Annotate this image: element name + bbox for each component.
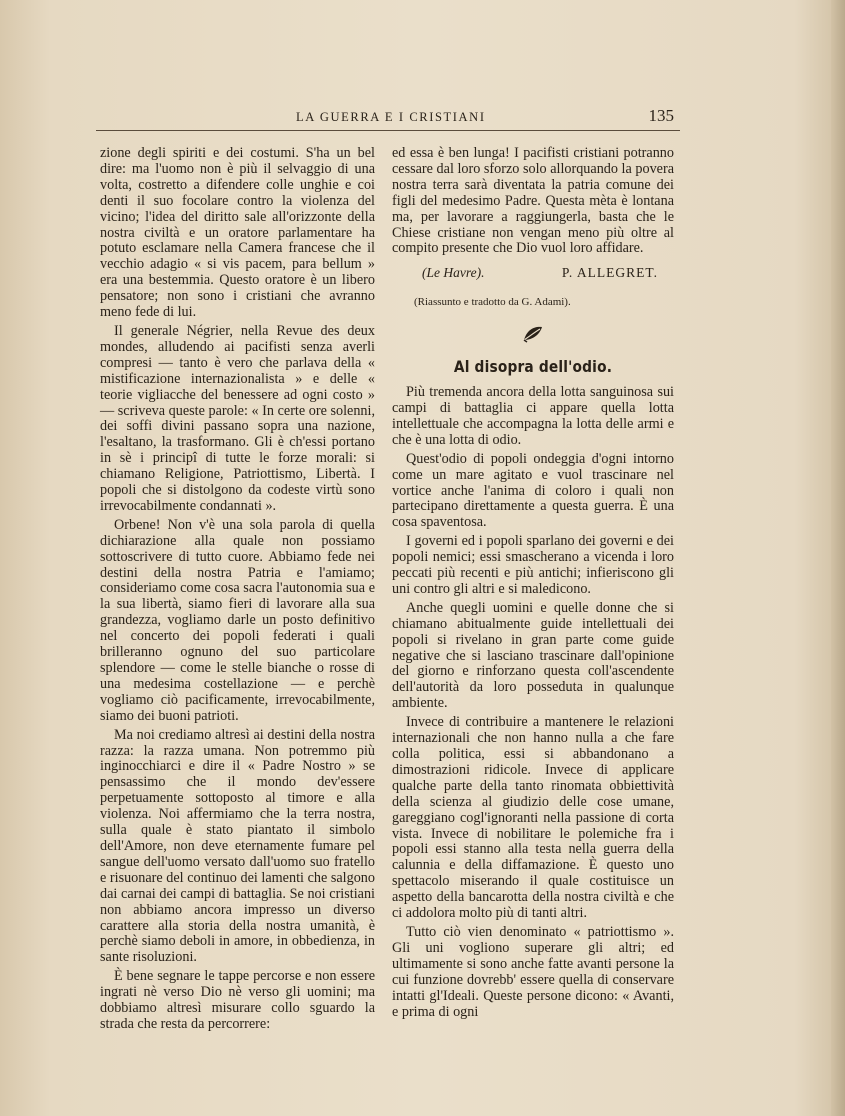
leaf-fleuron-icon <box>392 325 674 347</box>
signature-author: P. ALLEGRET. <box>561 265 658 281</box>
paragraph: Più tremenda ancora della lotta sanguinosa sui campi di battaglia ci appare quella lotta intellettuale che accompagna la lotta delle armi e che è una lotta di odio. <box>392 384 674 448</box>
paragraph: zione degli spiriti e dei costumi. S'ha un bel dire: ma l'uomo non è più il selvaggio di una volta, costretto a difendere colle unghie e coi denti il suo focolare contro la violenza del vicino; l'idea del diritto sale all'orizzonte della nostra civiltà e un oratore parlamentare ha potuto esclamare nella Camera francese che il vecchio adagio « si vis pacem, para bellum » era una bestemmia. Questo oratore è un libero pensatore; non sono i cristiani che avranno meno fede di lui. <box>100 145 375 321</box>
paragraph: ed essa è ben lunga! I pacifisti cristiani potranno cessare dal loro sforzo solo allorquando la povera nostra terra sarà diventata la patria comune dei figli del medesimo Padre. Questa mèta è lontana ma, per lavorare a raggiungerla, basta che le Chiese cristiane non vengan meno più oltre al compito presente che Dio vuol loro affidare. <box>392 145 674 257</box>
paragraph: Il generale Négrier, nella Revue des deux mondes, alludendo ai pacifisti senza averli compresi — tanto è vero che parlava della « mistificazione internazionalista » e delle « teorie vigliacche del benessere ad ogni costo » — scriveva queste parole: « In certe ore solenni, dei soffi divini passano sopra una nazione, l'esaltano, la trasformano. Gli è ch'essi portano in sè i principî di tutte le forze morali: si chiamano Religione, Patriottismo, Libertà. I popoli che si distolgono da codeste virtù sono irrevocabilmente condannati ». <box>100 322 375 514</box>
paragraph: Orbene! Non v'è una sola parola di quella dichiarazione alla quale non possiamo sottoscrivere di tutto cuore. Abbiamo fede nei destini della nostra Patria e l'amiamo; consideriamo come cosa sacra l'autonomia sua e la sua libertà, siamo fieri di lavorare alla sua grandezza, vogliamo darle un posto definitivo nel concerto dei popoli federati i quali brilleranno ognuno del suo particolare splendore — come le stelle bianche o rosse di una medesima costellazione — e perchè vogliamo ciò pacificamente, irrevocabilmente, siamo dei buoni patrioti. <box>100 516 375 724</box>
page-header <box>96 108 680 131</box>
paragraph: È bene segnare le tappe percorse e non essere ingrati nè verso Dio nè verso gli uomini; ma dobbiamo altresì misurare collo sguardo la strada che resta da percorrere: <box>100 968 375 1032</box>
paragraph: I governi ed i popoli sparlano dei governi e dei popoli nemici; essi smascherano a vicenda i loro peccati più recenti e più antichi; infieriscono gli uni contro gli altri e si maledicono. <box>392 533 674 597</box>
section-title: Al disopra dell'odio. <box>453 357 613 377</box>
right-column <box>392 146 674 1020</box>
paragraph: Invece di contribuire a mantenere le relazioni internazionali che non hanno nulla a che fare colla politica, essi si abbandonano a dimostrazioni ridicole. Invece di applicare qualche parte della tanto rinomata obbiettività della scienza al giudizio delle cose umane, gareggiano cogl'ignoranti nella passione di corta vista. Invece di nobilitare le polemiche fra i popoli essi stanno alla testa nella guerra della calunnia e della diffamazione. È questo uno spettacolo miserando il quale costituisce un aspetto della bancarotta della nostra civiltà e che ci addolora molto più di tanti altri. <box>392 714 674 922</box>
article-signature <box>392 265 674 281</box>
signature-place: (Le Havre). <box>422 265 485 281</box>
left-column <box>100 146 375 1033</box>
paragraph: Anche quegli uomini e quelle donne che si chiamano abitualmente guide intellettuali dei popoli si rivelano in gran parte come guide negative che si lasciano trascinare dall'opinione del giorno e rinforzano questa coll'ascendente dell'autorità da loro posseduta in qualunque ambiente. <box>392 599 674 712</box>
paragraph: Tutto ciò vien denominato « patriottismo ». Gli uni vogliono superare gli altri; ed ultimamente si sono anche fatte avanti persone la cui funzione dovrebb' essere quella di conservare intatti gl'Ideali. Queste persone dicono: « Avanti, e prima di ogni <box>392 923 674 1020</box>
page-edge <box>831 0 845 1116</box>
paragraph: Quest'odio di popoli ondeggia d'ogni intorno come un mare agitato e vuol trascinare nel vortice anche l'anima di coloro i quali non partecipano direttamente a questa guerra. È una cosa spaventosa. <box>392 450 674 531</box>
page-number: 135 <box>648 106 674 125</box>
translation-credit: (Riassunto e tradotto da G. Adami). <box>414 296 571 309</box>
paragraph: Ma noi crediamo altresì ai destini della nostra razza: la razza umana. Non potremmo più inginocchiarci e dire il « Padre Nostro » se pensassimo che il mondo dev'essere perpetuamente sottoposto al timore e alla violenza. Noi affermiamo che la terra nostra, sulla quale è stato piantato il simbolo dell'Amore, non deve eternamente fumare pel sangue dell'uomo versato dall'uomo suo fratello e risuonare del continuo dei lamenti che salgono dai carnai dei campi di battaglia. Se noi cristiani non abbiamo ancora impresso un diverso carattere alla storia della nostra umanità, è perchè siamo deboli in amore, in obbedienza, in sante risoluzioni. <box>100 726 375 966</box>
running-title: LA GUERRA E I CRISTIANI <box>296 110 486 124</box>
